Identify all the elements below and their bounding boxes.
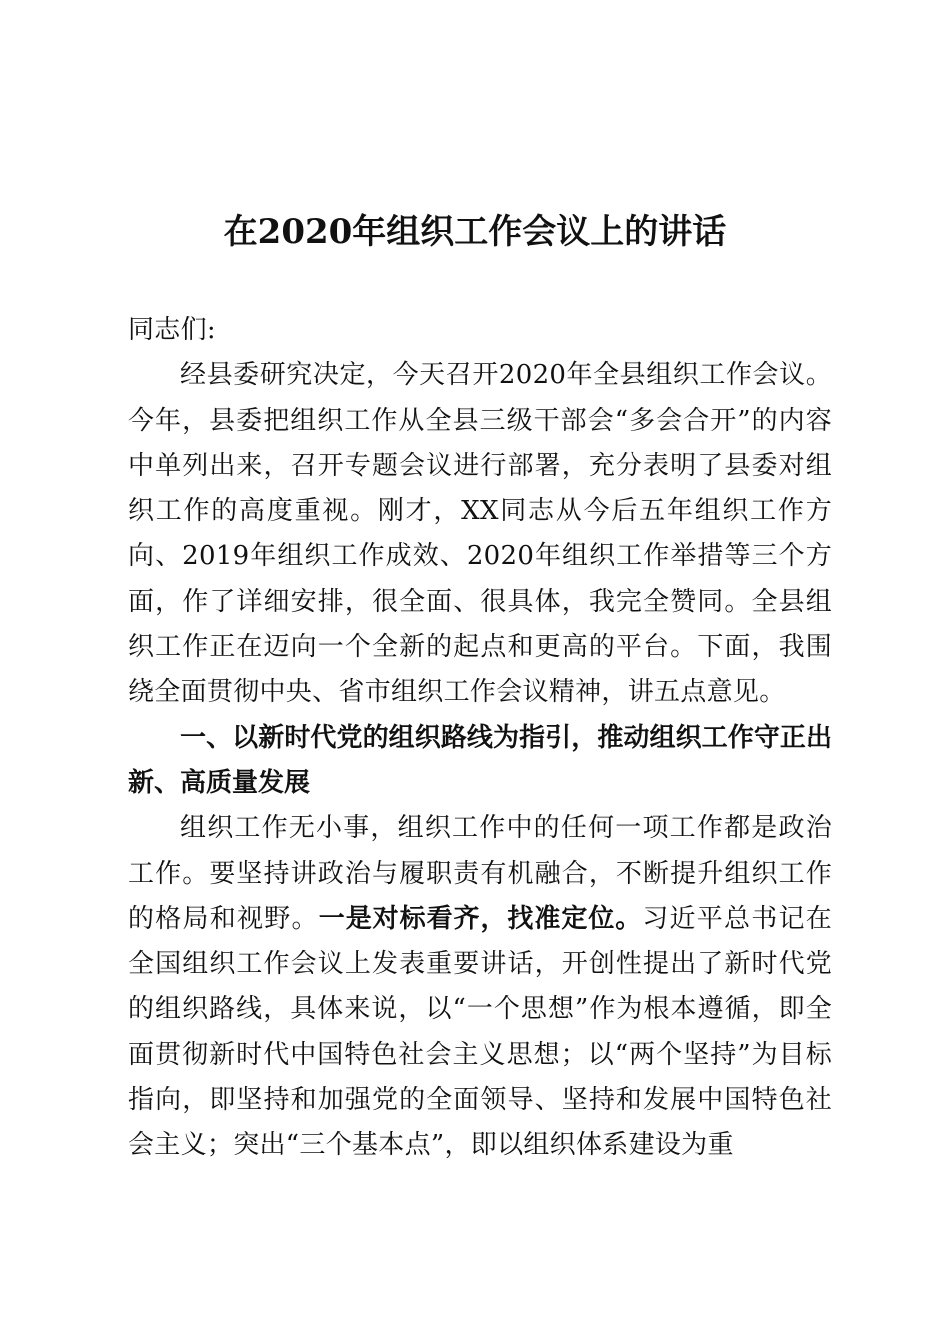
document-body [128, 308, 832, 1169]
paragraph-lead-text: 组织工作无小事，组织工作中的任何一项工作都是政治工作。要坚持讲政治与履职责有机融合，不断提升组织工作的格局和视野。 [128, 813, 832, 934]
section-heading-1: 一、以新时代党的组织路线为指引，推动组织工作守正出新、高质量发展 [128, 722, 832, 798]
document-title: 在2020年组织工作会议上的讲话 [223, 212, 727, 252]
paragraph-opening: 经县委研究决定，今天召开2020年全县组织工作会议。今年，县委把组织工作从全县三级干部会“多会合开”的内容中单列出来，召开专题会议进行部署，充分表明了县委对组织工作的高度重视。刚才，XX同志从今后五年组织工作方向、2019年组织工作成效、2020年组织工作举措等三个方面，作了详细安排，很全面、很具体，我完全赞同。全县组织工作正在迈向一个全新的起点和更高的平台。下面，我围绕全面贯彻中央、省市组织工作会议精神，讲五点意见。 [128, 360, 832, 708]
paragraph-continuation-text: 习近平总书记在全国组织工作会议上发表重要讲话，开创性提出了新时代党的组织路线，具体来说，以“一个思想”作为根本遵循，即全面贯彻新时代中国特色社会主义思想；以“两个坚持”为目标指向，即坚持和加强党的全面领导、坚持和发展中国特色社会主义；突出“三个基本点”，即以组织体系建设为重 [128, 903, 832, 1161]
paragraph-section-1 [128, 806, 832, 1168]
salutation: 同志们: [128, 315, 216, 345]
emphasis-point-one: 一是对标看齐，找准定位。 [318, 903, 643, 934]
